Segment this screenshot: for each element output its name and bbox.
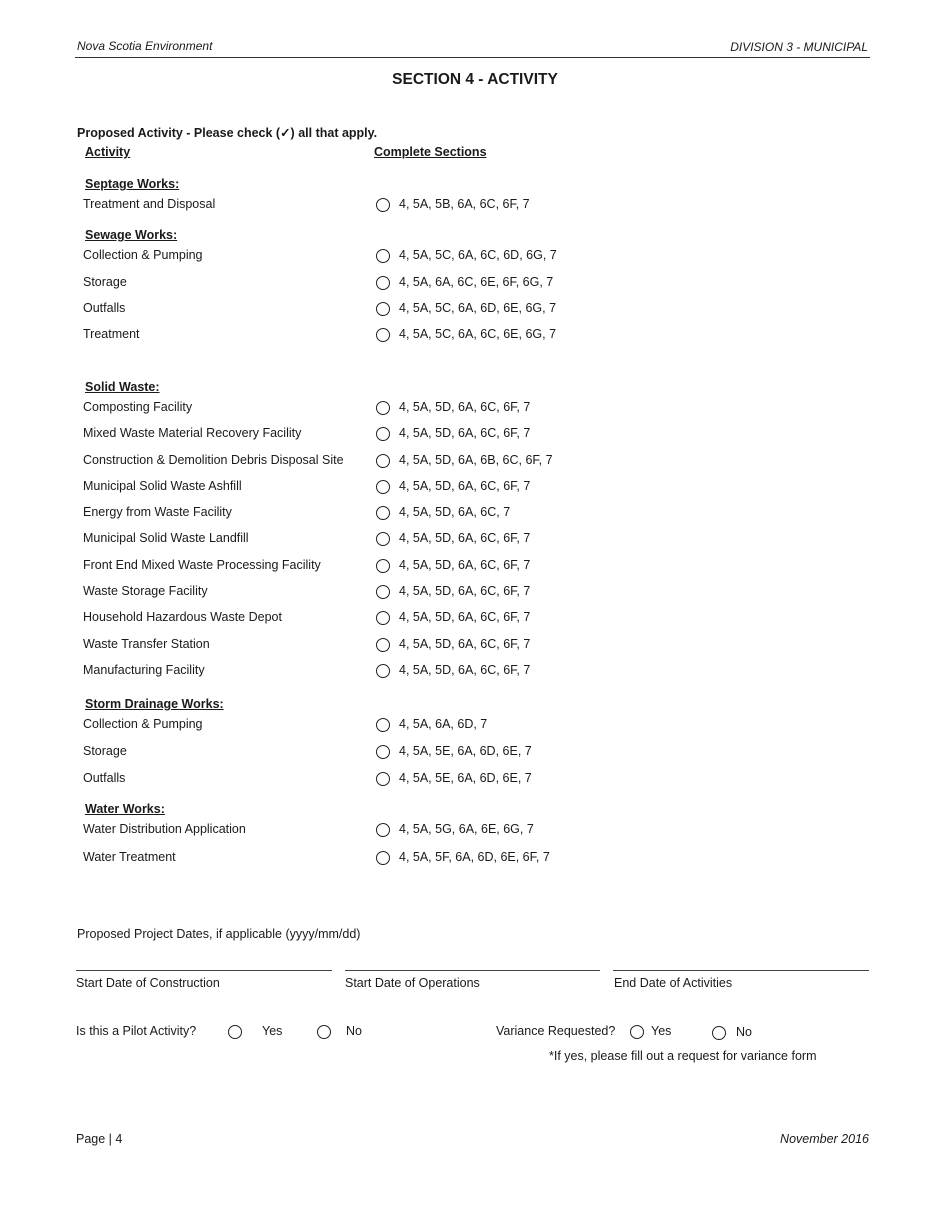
activity-sections: 4, 5A, 5E, 6A, 6D, 6E, 7 xyxy=(399,744,532,758)
activity-radio[interactable] xyxy=(376,664,390,678)
end-activities-field[interactable] xyxy=(613,970,869,971)
end-activities-label: End Date of Activities xyxy=(614,976,733,990)
activity-radio[interactable] xyxy=(376,772,390,786)
activity-label: Collection & Pumping xyxy=(83,717,203,731)
pilot-yes-radio[interactable] xyxy=(228,1025,242,1039)
activity-label: Construction & Demolition Debris Disposal Site xyxy=(83,453,344,467)
start-operations-label: Start Date of Operations xyxy=(345,976,480,990)
activity-radio[interactable] xyxy=(376,276,390,290)
activity-sections: 4, 5A, 5F, 6A, 6D, 6E, 6F, 7 xyxy=(399,850,550,864)
activity-radio[interactable] xyxy=(376,823,390,837)
activity-label: Front End Mixed Waste Processing Facility xyxy=(83,558,321,572)
group-title-water-works: Water Works: xyxy=(85,802,165,816)
activity-radio[interactable] xyxy=(376,249,390,263)
activity-label: Waste Transfer Station xyxy=(83,637,210,651)
activity-sections: 4, 5A, 5D, 6A, 6C, 6F, 7 xyxy=(399,584,531,598)
variance-yes-label: Yes xyxy=(651,1024,672,1038)
activity-radio[interactable] xyxy=(376,454,390,468)
activity-radio[interactable] xyxy=(376,851,390,865)
intro-text: Proposed Activity - Please check (✓) all that apply. xyxy=(77,126,378,140)
activity-radio[interactable] xyxy=(376,585,390,599)
activity-sections: 4, 5A, 6A, 6C, 6E, 6F, 6G, 7 xyxy=(399,275,554,289)
column-header-sections: Complete Sections xyxy=(374,145,487,159)
activity-sections: 4, 5A, 5D, 6A, 6B, 6C, 6F, 7 xyxy=(399,453,553,467)
activity-radio[interactable] xyxy=(376,328,390,342)
group-title-solid-waste: Solid Waste: xyxy=(85,380,160,394)
variance-question: Variance Requested? xyxy=(496,1024,616,1038)
pilot-question: Is this a Pilot Activity? xyxy=(76,1024,197,1038)
activity-label: Storage xyxy=(83,275,127,289)
activity-label: Manufacturing Facility xyxy=(83,663,205,677)
activity-radio[interactable] xyxy=(376,611,390,625)
activity-sections: 4, 5A, 5D, 6A, 6C, 6F, 7 xyxy=(399,663,531,677)
activity-radio[interactable] xyxy=(376,718,390,732)
activity-label: Waste Storage Facility xyxy=(83,584,208,598)
activity-label: Household Hazardous Waste Depot xyxy=(83,610,282,624)
activity-sections: 4, 5A, 5D, 6A, 6C, 7 xyxy=(399,505,511,519)
variance-no-label: No xyxy=(736,1025,752,1039)
activity-label: Water Treatment xyxy=(83,850,176,864)
activity-sections: 4, 5A, 6A, 6D, 7 xyxy=(399,717,488,731)
activity-sections: 4, 5A, 5G, 6A, 6E, 6G, 7 xyxy=(399,822,534,836)
activity-sections: 4, 5A, 5D, 6A, 6C, 6F, 7 xyxy=(399,426,531,440)
activity-sections: 4, 5A, 5D, 6A, 6C, 6F, 7 xyxy=(399,531,531,545)
activity-radio[interactable] xyxy=(376,532,390,546)
pilot-no-label: No xyxy=(346,1024,362,1038)
activity-label: Water Distribution Application xyxy=(83,822,246,836)
activity-radio[interactable] xyxy=(376,427,390,441)
activity-label: Outfalls xyxy=(83,301,126,315)
activity-sections: 4, 5A, 5D, 6A, 6C, 6F, 7 xyxy=(399,610,531,624)
activity-label: Municipal Solid Waste Landfill xyxy=(83,531,249,545)
header-divider xyxy=(75,57,870,58)
start-operations-field[interactable] xyxy=(345,970,600,971)
activity-radio[interactable] xyxy=(376,745,390,759)
activity-label: Treatment and Disposal xyxy=(83,197,216,211)
activity-label: Mixed Waste Material Recovery Facility xyxy=(83,426,302,440)
page-title: SECTION 4 - ACTIVITY xyxy=(392,71,558,88)
activity-sections: 4, 5A, 5D, 6A, 6C, 6F, 7 xyxy=(399,637,531,651)
activity-radio[interactable] xyxy=(376,559,390,573)
activity-radio[interactable] xyxy=(376,638,390,652)
dates-title: Proposed Project Dates, if applicable (yyyy/mm/dd) xyxy=(77,927,361,941)
variance-no-radio[interactable] xyxy=(712,1026,726,1040)
activity-sections: 4, 5A, 5C, 6A, 6C, 6E, 6G, 7 xyxy=(399,327,557,341)
group-title-sewage: Sewage Works: xyxy=(85,228,178,242)
page-number: Page | 4 xyxy=(76,1132,123,1146)
activity-label: Treatment xyxy=(83,327,140,341)
activity-sections: 4, 5A, 5B, 6A, 6C, 6F, 7 xyxy=(399,197,530,211)
activity-radio[interactable] xyxy=(376,401,390,415)
activity-label: Energy from Waste Facility xyxy=(83,505,232,519)
activity-sections: 4, 5A, 5D, 6A, 6C, 6F, 7 xyxy=(399,558,531,572)
activity-label: Storage xyxy=(83,744,127,758)
activity-sections: 4, 5A, 5C, 6A, 6C, 6D, 6G, 7 xyxy=(399,248,557,262)
pilot-yes-label: Yes xyxy=(262,1024,283,1038)
variance-yes-radio[interactable] xyxy=(630,1025,644,1039)
pilot-no-radio[interactable] xyxy=(317,1025,331,1039)
activity-radio[interactable] xyxy=(376,198,390,212)
variance-note: *If yes, please fill out a request for variance form xyxy=(549,1049,817,1063)
activity-radio[interactable] xyxy=(376,506,390,520)
header-division: DIVISION 3 - MUNICIPAL xyxy=(730,40,868,54)
activity-radio[interactable] xyxy=(376,480,390,494)
activity-sections: 4, 5A, 5E, 6A, 6D, 6E, 7 xyxy=(399,771,532,785)
column-header-activity: Activity xyxy=(85,145,131,159)
header-org: Nova Scotia Environment xyxy=(77,39,213,53)
activity-label: Collection & Pumping xyxy=(83,248,203,262)
start-construction-field[interactable] xyxy=(76,970,332,971)
footer-date: November 2016 xyxy=(780,1132,869,1146)
group-title-storm-drainage: Storm Drainage Works: xyxy=(85,697,224,711)
activity-sections: 4, 5A, 5D, 6A, 6C, 6F, 7 xyxy=(399,400,531,414)
activity-sections: 4, 5A, 5D, 6A, 6C, 6F, 7 xyxy=(399,479,531,493)
start-construction-label: Start Date of Construction xyxy=(76,976,220,990)
activity-sections: 4, 5A, 5C, 6A, 6D, 6E, 6G, 7 xyxy=(399,301,557,315)
activity-radio[interactable] xyxy=(376,302,390,316)
activity-label: Composting Facility xyxy=(83,400,193,414)
activity-label: Municipal Solid Waste Ashfill xyxy=(83,479,242,493)
activity-label: Outfalls xyxy=(83,771,126,785)
group-title-septage: Septage Works: xyxy=(85,177,180,191)
